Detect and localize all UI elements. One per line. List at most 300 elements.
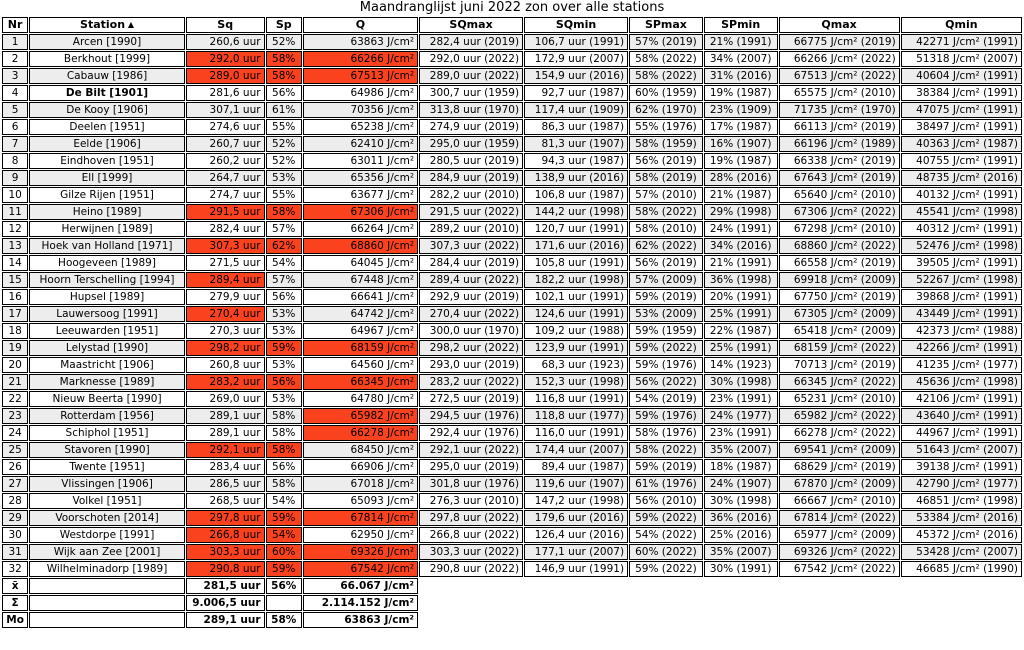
cell-spmin: 34% (2016) (704, 238, 778, 254)
cell-station: Eindhoven [1951] (29, 153, 185, 169)
cell-sqmax: 284,4 uur (2019) (419, 255, 523, 271)
column-header-sqmax[interactable] (419, 17, 523, 33)
cell-spmin: 24% (1977) (704, 408, 778, 424)
cell-qmax: 67305 J/cm² (2009) (779, 306, 900, 322)
cell-qmax: 66338 J/cm² (2019) (779, 153, 900, 169)
cell-sp: 58% (266, 425, 302, 441)
cell-sp: 56% (266, 459, 302, 475)
cell-station (29, 578, 185, 594)
column-header-label: Sq (217, 18, 234, 31)
column-header-label: Qmin (945, 18, 978, 31)
table-row (2, 170, 1022, 186)
cell-sq: 289,4 uur (186, 272, 265, 288)
cell-spmax: 57% (2010) (629, 187, 703, 203)
cell-spmin: 16% (1907) (704, 136, 778, 152)
cell-spmin: 21% (1991) (704, 34, 778, 50)
cell-sqmax: 290,8 uur (2022) (419, 561, 523, 577)
cell-qmin: 39868 J/cm² (1991) (901, 289, 1022, 305)
cell-spmin: 30% (1998) (704, 493, 778, 509)
column-header-qmax[interactable] (779, 17, 900, 33)
cell-sqmin: 138,9 uur (2016) (524, 170, 628, 186)
column-header-spmin[interactable] (704, 17, 778, 33)
cell-q: 65356 J/cm² (303, 170, 418, 186)
cell-nr: 16 (2, 289, 28, 305)
cell-q: 64742 J/cm² (303, 306, 418, 322)
cell-sqmin: 92,7 uur (1987) (524, 85, 628, 101)
cell-spmax: 54% (2022) (629, 527, 703, 543)
cell-sq: 274,6 uur (186, 119, 265, 135)
column-header-sq[interactable] (186, 17, 265, 33)
cell-qmin: 42106 J/cm² (1991) (901, 391, 1022, 407)
cell-sqmax: 270,4 uur (2022) (419, 306, 523, 322)
cell-sqmax: 272,5 uur (2019) (419, 391, 523, 407)
column-header-sp[interactable] (266, 17, 302, 33)
cell-nr: 14 (2, 255, 28, 271)
table-row (2, 357, 1022, 373)
cell-sq: 274,7 uur (186, 187, 265, 203)
summary-row (2, 578, 1022, 594)
cell-station: Rotterdam [1956] (29, 408, 185, 424)
cell-spmin: 29% (1998) (704, 204, 778, 220)
cell-q: 64986 J/cm² (303, 85, 418, 101)
cell-qmin: 42271 J/cm² (1991) (901, 34, 1022, 50)
cell-station: De Bilt [1901] (29, 85, 185, 101)
cell-station: Hoek van Holland [1971] (29, 238, 185, 254)
cell-q: 62410 J/cm² (303, 136, 418, 152)
table-row (2, 289, 1022, 305)
table-header (2, 17, 1022, 33)
cell-q: 63863 J/cm² (303, 34, 418, 50)
table-row (2, 153, 1022, 169)
cell-nr: 13 (2, 238, 28, 254)
cell-spmax: 62% (1970) (629, 102, 703, 118)
cell-qmax: 66278 J/cm² (2022) (779, 425, 900, 441)
column-header-label: Sp (275, 18, 292, 31)
cell-spmax: 59% (2019) (629, 459, 703, 475)
cell-qmax: 65418 J/cm² (2009) (779, 323, 900, 339)
cell-sq: 270,3 uur (186, 323, 265, 339)
cell-nr: 20 (2, 357, 28, 373)
cell-sqmax: 293,0 uur (2019) (419, 357, 523, 373)
column-header-label: Nr (7, 18, 23, 31)
cell-sq: 279,9 uur (186, 289, 265, 305)
cell-sq: 307,3 uur (186, 238, 265, 254)
cell-sqmax: 313,8 uur (1970) (419, 102, 523, 118)
cell-q: 67018 J/cm² (303, 476, 418, 492)
table-row (2, 238, 1022, 254)
cell-station: Maastricht [1906] (29, 357, 185, 373)
cell-sq: 289,1 uur (186, 612, 265, 628)
cell-station: Hoogeveen [1989] (29, 255, 185, 271)
cell-sp: 56% (266, 374, 302, 390)
cell-sqmin: 147,2 uur (1998) (524, 493, 628, 509)
cell-sqmax: 292,9 uur (2019) (419, 289, 523, 305)
cell-sq: 260,8 uur (186, 357, 265, 373)
table-row (2, 561, 1022, 577)
cell-qmax: 65575 J/cm² (2010) (779, 85, 900, 101)
cell-station: Schiphol [1951] (29, 425, 185, 441)
cell-qmin: 42790 J/cm² (1977) (901, 476, 1022, 492)
cell-sp: 56% (266, 578, 302, 594)
cell-sp: 58% (266, 476, 302, 492)
cell-q: 64045 J/cm² (303, 255, 418, 271)
cell-station: Lelystad [1990] (29, 340, 185, 356)
cell-nr: 10 (2, 187, 28, 203)
cell-station: Marknesse [1989] (29, 374, 185, 390)
cell-sqmin: 179,6 uur (2016) (524, 510, 628, 526)
cell-station: Wijk aan Zee [2001] (29, 544, 185, 560)
cell-spmax: 57% (2019) (629, 34, 703, 50)
cell-sqmax: 289,4 uur (2022) (419, 272, 523, 288)
cell-sqmin: 126,4 uur (2016) (524, 527, 628, 543)
cell-sqmin: 89,4 uur (1987) (524, 459, 628, 475)
cell-sqmin: 106,8 uur (1987) (524, 187, 628, 203)
cell-station: Herwijnen [1989] (29, 221, 185, 237)
cell-sqmax: 266,8 uur (2022) (419, 527, 523, 543)
cell-qmin: 42373 J/cm² (1988) (901, 323, 1022, 339)
cell-sqmin: 118,8 uur (1977) (524, 408, 628, 424)
cell-station: Leeuwarden [1951] (29, 323, 185, 339)
cell-qmax: 65231 J/cm² (2010) (779, 391, 900, 407)
cell-sqmax: 289,0 uur (2022) (419, 68, 523, 84)
cell-station: De Kooy [1906] (29, 102, 185, 118)
cell-sqmin: 171,6 uur (2016) (524, 238, 628, 254)
cell-station: Ell [1999] (29, 170, 185, 186)
cell-q: 66906 J/cm² (303, 459, 418, 475)
cell-nr: 9 (2, 170, 28, 186)
cell-spmin: 20% (1991) (704, 289, 778, 305)
table-row (2, 391, 1022, 407)
cell-spmin: 30% (1991) (704, 561, 778, 577)
cell-sqmin: 172,9 uur (2007) (524, 51, 628, 67)
cell-sqmin: 86,3 uur (1987) (524, 119, 628, 135)
cell-qmax: 67306 J/cm² (2022) (779, 204, 900, 220)
cell-qmin: 41235 J/cm² (1977) (901, 357, 1022, 373)
cell-station: Berkhout [1999] (29, 51, 185, 67)
column-header-station[interactable] (29, 17, 185, 33)
cell-spmax: 60% (2022) (629, 544, 703, 560)
column-header-label: Qmax (821, 18, 857, 31)
cell-spmin: 23% (1991) (704, 391, 778, 407)
cell-sp: 59% (266, 340, 302, 356)
cell-station: Gilze Rijen [1951] (29, 187, 185, 203)
cell-spmax: 59% (2022) (629, 561, 703, 577)
cell-spmin: 28% (2016) (704, 170, 778, 186)
cell-q: 69326 J/cm² (303, 544, 418, 560)
cell-sp: 58% (266, 612, 302, 628)
cell-qmax: 71735 J/cm² (1970) (779, 102, 900, 118)
table-row (2, 51, 1022, 67)
cell-sq: 289,0 uur (186, 68, 265, 84)
cell-sp: 62% (266, 238, 302, 254)
table-row (2, 272, 1022, 288)
cell-spmin: 19% (1987) (704, 153, 778, 169)
cell-sqmax: 289,2 uur (2010) (419, 221, 523, 237)
cell-sq: 286,5 uur (186, 476, 265, 492)
cell-q: 66641 J/cm² (303, 289, 418, 305)
cell-station: Heino [1989] (29, 204, 185, 220)
cell-nr: 27 (2, 476, 28, 492)
cell-sqmin: 116,8 uur (1991) (524, 391, 628, 407)
table-row (2, 340, 1022, 356)
cell-qmin: 52476 J/cm² (1998) (901, 238, 1022, 254)
cell-nr: 24 (2, 425, 28, 441)
cell-spmin: 30% (1998) (704, 374, 778, 390)
cell-qmin: 40363 J/cm² (1987) (901, 136, 1022, 152)
cell-spmax: 62% (2022) (629, 238, 703, 254)
cell-sqmax: 291,5 uur (2022) (419, 204, 523, 220)
ranking-table (1, 16, 1023, 629)
cell-sq: 271,5 uur (186, 255, 265, 271)
header-row (2, 17, 1022, 33)
cell-sq: 9.006,5 uur (186, 595, 265, 611)
table-row (2, 493, 1022, 509)
cell-sqmin: 81,3 uur (1907) (524, 136, 628, 152)
cell-qmax: 69918 J/cm² (2009) (779, 272, 900, 288)
cell-q: 65093 J/cm² (303, 493, 418, 509)
table-row (2, 34, 1022, 50)
cell-sqmin: 94,3 uur (1987) (524, 153, 628, 169)
cell-sp: 53% (266, 323, 302, 339)
cell-spmax: 58% (1976) (629, 425, 703, 441)
cell-sp: 59% (266, 561, 302, 577)
cell-spmin: 25% (1991) (704, 340, 778, 356)
cell-sq: 268,5 uur (186, 493, 265, 509)
cell-q: 63863 J/cm² (303, 612, 418, 628)
cell-sqmax: 300,0 uur (1970) (419, 323, 523, 339)
cell-spmin: 21% (1991) (704, 255, 778, 271)
cell-sq: 292,1 uur (186, 442, 265, 458)
cell-qmax: 67870 J/cm² (2009) (779, 476, 900, 492)
cell-sqmin: 144,2 uur (1998) (524, 204, 628, 220)
cell-sqmin: 177,1 uur (2007) (524, 544, 628, 560)
summary-label: Mo (2, 612, 28, 628)
cell-sqmax: 283,2 uur (2022) (419, 374, 523, 390)
cell-qmin: 48735 J/cm² (2016) (901, 170, 1022, 186)
cell-sp: 53% (266, 170, 302, 186)
cell-qmax: 66345 J/cm² (2022) (779, 374, 900, 390)
cell-spmax: 58% (2019) (629, 170, 703, 186)
cell-qmin: 40755 J/cm² (1991) (901, 153, 1022, 169)
cell-nr: 32 (2, 561, 28, 577)
table-row (2, 323, 1022, 339)
cell-sqmax: 307,3 uur (2022) (419, 238, 523, 254)
cell-qmin: 47075 J/cm² (1991) (901, 102, 1022, 118)
cell-sq: 282,4 uur (186, 221, 265, 237)
cell-q: 65238 J/cm² (303, 119, 418, 135)
cell-spmin: 25% (2016) (704, 527, 778, 543)
cell-qmax: 66775 J/cm² (2019) (779, 34, 900, 50)
cell-qmin: 45636 J/cm² (1998) (901, 374, 1022, 390)
cell-sp: 61% (266, 102, 302, 118)
cell-sqmin: 123,9 uur (1991) (524, 340, 628, 356)
cell-station: Cabauw [1986] (29, 68, 185, 84)
cell-sqmin: 117,4 uur (1909) (524, 102, 628, 118)
cell-nr: 7 (2, 136, 28, 152)
cell-sqmin: 182,2 uur (1998) (524, 272, 628, 288)
summary-row (2, 612, 1022, 628)
table-row (2, 459, 1022, 475)
cell-q: 66278 J/cm² (303, 425, 418, 441)
cell-qmax: 66266 J/cm² (2022) (779, 51, 900, 67)
cell-sqmax: 280,5 uur (2019) (419, 153, 523, 169)
cell-spmax: 58% (2022) (629, 51, 703, 67)
cell-spmin: 36% (2016) (704, 510, 778, 526)
cell-sq: 291,5 uur (186, 204, 265, 220)
cell-sqmax: 295,0 uur (2019) (419, 459, 523, 475)
cell-qmin: 45372 J/cm² (2016) (901, 527, 1022, 543)
cell-sqmin: 152,3 uur (1998) (524, 374, 628, 390)
cell-sq: 292,0 uur (186, 51, 265, 67)
cell-sq: 281,5 uur (186, 578, 265, 594)
cell-sq: 260,7 uur (186, 136, 265, 152)
cell-nr: 1 (2, 34, 28, 50)
cell-nr: 22 (2, 391, 28, 407)
cell-station (29, 595, 185, 611)
cell-spmax: 58% (2010) (629, 221, 703, 237)
cell-q: 67814 J/cm² (303, 510, 418, 526)
cell-sp: 53% (266, 306, 302, 322)
cell-qmax: 68159 J/cm² (2022) (779, 340, 900, 356)
column-header-qmin[interactable] (901, 17, 1022, 33)
cell-sqmin: 119,6 uur (1907) (524, 476, 628, 492)
cell-nr: 3 (2, 68, 28, 84)
cell-q: 64967 J/cm² (303, 323, 418, 339)
cell-qmax: 68860 J/cm² (2022) (779, 238, 900, 254)
cell-sqmax: 301,8 uur (1976) (419, 476, 523, 492)
cell-spmax: 58% (2022) (629, 68, 703, 84)
cell-station (29, 612, 185, 628)
summary-row (2, 595, 1022, 611)
cell-sp: 56% (266, 85, 302, 101)
cell-q: 67448 J/cm² (303, 272, 418, 288)
cell-q: 67306 J/cm² (303, 204, 418, 220)
cell-sp: 54% (266, 255, 302, 271)
cell-sp: 52% (266, 136, 302, 152)
cell-spmax: 53% (2009) (629, 306, 703, 322)
cell-sp: 60% (266, 544, 302, 560)
cell-spmax: 61% (1976) (629, 476, 703, 492)
cell-qmax: 69326 J/cm² (2022) (779, 544, 900, 560)
cell-sqmin: 116,0 uur (1991) (524, 425, 628, 441)
cell-spmin: 35% (2007) (704, 544, 778, 560)
cell-sqmin: 146,9 uur (1991) (524, 561, 628, 577)
cell-spmax: 59% (1976) (629, 408, 703, 424)
cell-nr: 21 (2, 374, 28, 390)
cell-spmax: 58% (2022) (629, 442, 703, 458)
cell-sq: 264,7 uur (186, 170, 265, 186)
cell-sqmin: 106,7 uur (1991) (524, 34, 628, 50)
cell-sqmin: 105,8 uur (1991) (524, 255, 628, 271)
cell-sq: 260,6 uur (186, 34, 265, 50)
cell-spmin: 18% (1987) (704, 459, 778, 475)
cell-station: Stavoren [1990] (29, 442, 185, 458)
cell-station: Volkel [1951] (29, 493, 185, 509)
table-row (2, 476, 1022, 492)
cell-spmax: 56% (2022) (629, 374, 703, 390)
cell-sq: 270,4 uur (186, 306, 265, 322)
cell-sq: 289,1 uur (186, 408, 265, 424)
cell-spmin: 17% (1987) (704, 119, 778, 135)
cell-qmax: 67298 J/cm² (2010) (779, 221, 900, 237)
cell-station: Eelde [1906] (29, 136, 185, 152)
cell-spmin: 34% (2007) (704, 51, 778, 67)
cell-sp: 54% (266, 493, 302, 509)
cell-qmin: 40312 J/cm² (1991) (901, 221, 1022, 237)
cell-q: 65982 J/cm² (303, 408, 418, 424)
cell-spmax: 55% (1976) (629, 119, 703, 135)
cell-q: 2.114.152 J/cm² (303, 595, 418, 611)
cell-spmax: 59% (2022) (629, 510, 703, 526)
column-header-label: SQmin (555, 18, 597, 31)
cell-nr: 12 (2, 221, 28, 237)
cell-qmax: 67513 J/cm² (2022) (779, 68, 900, 84)
cell-sqmin: 154,9 uur (2016) (524, 68, 628, 84)
page-title: Maandranglijst juni 2022 zon over alle stations (359, 0, 665, 15)
cell-sq: 290,8 uur (186, 561, 265, 577)
cell-q: 70356 J/cm² (303, 102, 418, 118)
cell-qmin: 45541 J/cm² (1998) (901, 204, 1022, 220)
cell-sq: 281,6 uur (186, 85, 265, 101)
cell-spmin: 25% (1991) (704, 306, 778, 322)
cell-sp: 53% (266, 391, 302, 407)
cell-spmax: 58% (1959) (629, 136, 703, 152)
cell-qmin: 46685 J/cm² (1990) (901, 561, 1022, 577)
column-header-sqmin[interactable] (524, 17, 628, 33)
column-header-spmax[interactable] (629, 17, 703, 33)
cell-sq: 307,1 uur (186, 102, 265, 118)
cell-sq: 298,2 uur (186, 340, 265, 356)
column-header-nr[interactable] (2, 17, 28, 33)
cell-sp: 54% (266, 527, 302, 543)
cell-sqmax: 294,5 uur (1976) (419, 408, 523, 424)
cell-sp: 56% (266, 289, 302, 305)
cell-sqmax: 298,2 uur (2022) (419, 340, 523, 356)
cell-sp: 55% (266, 187, 302, 203)
cell-q: 64780 J/cm² (303, 391, 418, 407)
cell-spmin: 19% (1987) (704, 85, 778, 101)
table-row (2, 221, 1022, 237)
table-row (2, 255, 1022, 271)
cell-sp: 59% (266, 510, 302, 526)
cell-spmin: 36% (1998) (704, 272, 778, 288)
cell-station: Vlissingen [1906] (29, 476, 185, 492)
cell-sqmax: 282,2 uur (2010) (419, 187, 523, 203)
sort-ascending-icon: ▲ (125, 20, 134, 29)
table-row (2, 374, 1022, 390)
cell-sp: 52% (266, 153, 302, 169)
cell-sp: 58% (266, 408, 302, 424)
cell-station: Arcen [1990] (29, 34, 185, 50)
column-header-q[interactable] (303, 17, 418, 33)
cell-station: Hupsel [1989] (29, 289, 185, 305)
table-row (2, 68, 1022, 84)
cell-nr: 30 (2, 527, 28, 543)
cell-qmin: 51643 J/cm² (2007) (901, 442, 1022, 458)
table-row (2, 136, 1022, 152)
cell-qmin: 46851 J/cm² (1998) (901, 493, 1022, 509)
cell-q: 66345 J/cm² (303, 374, 418, 390)
cell-nr: 8 (2, 153, 28, 169)
cell-spmax: 59% (2022) (629, 340, 703, 356)
cell-sqmax: 292,1 uur (2022) (419, 442, 523, 458)
table-row (2, 442, 1022, 458)
table-row (2, 306, 1022, 322)
cell-sp: 55% (266, 119, 302, 135)
table-row (2, 204, 1022, 220)
cell-qmin: 44967 J/cm² (1991) (901, 425, 1022, 441)
cell-spmax: 58% (2022) (629, 204, 703, 220)
